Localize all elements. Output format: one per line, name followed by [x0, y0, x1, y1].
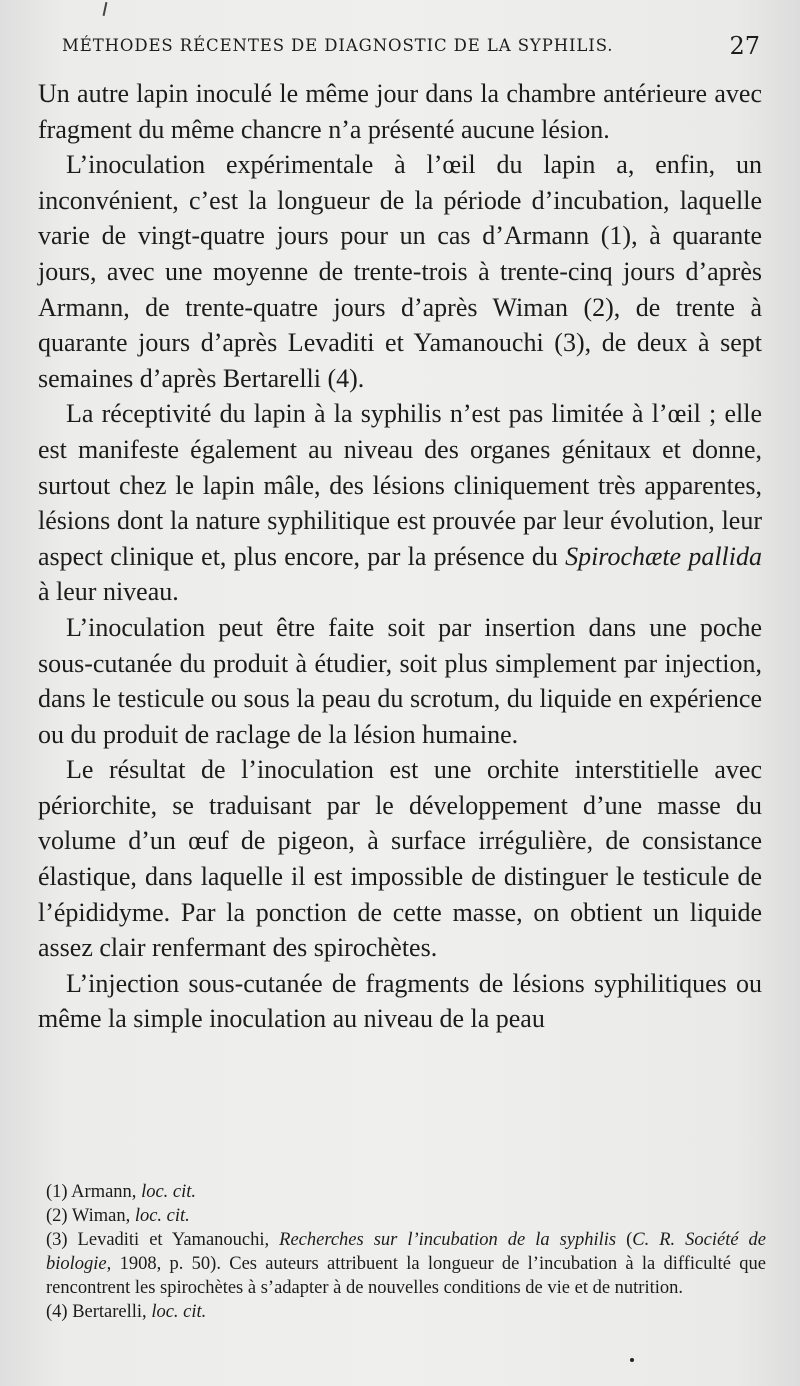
footnote-4-citation: loc. cit. — [151, 1302, 207, 1322]
body-text — [38, 76, 762, 1037]
footnote-3-paren: ( — [616, 1230, 633, 1250]
footnote-3 — [46, 1228, 766, 1300]
footnote-3-title: Recherches sur l’incubation de la syphilis — [279, 1230, 617, 1250]
paragraph-4: L’inoculation peut être faite soit par insertion dans une poche sous-cutanée du produit à étudier, soit plus simplement par injection, dans le testicule ou sous la peau du scrotum, du liquide en expérience ou du produit de raclage de la lésion humaine. — [38, 612, 762, 749]
paragraph-3 — [38, 396, 762, 610]
species-name-italic: Spirochæte pallida — [565, 541, 762, 571]
footnote-3-text: , 1908, p. 50). Ces auteurs attribuent la longueur de l’incubation à la difficulté que rencontrent les spirochètes à s’adapter à de nouvelles conditions de vie et de nutrition. — [46, 1254, 766, 1298]
footnote-3-authors: (3) Levaditi et Yamanouchi, — [46, 1230, 280, 1250]
paragraph-5: Le résultat de l’inoculation est une orchite interstitielle avec périorchite, se traduisant par le développement d’une masse du volume d’un œuf de pigeon, à surface irrégulière, de consistance élastique, dans laquelle il est impossible de distinguer le testicule de l’épididyme. Par la ponction de cette masse, on obtient un liquide assez clair renfermant des spirochètes. — [38, 755, 762, 963]
paragraph-6: L’injection sous-cutanée de fragments de lésions syphilitiques ou même la simple inoculation au niveau de la peau — [38, 968, 762, 1034]
paragraph-3-text-a: La réceptivité du lapin à la syphilis n’est pas limitée à l’œil ; elle est manifeste également au niveau des organes génitaux et donne, surtout chez le lapin mâle, des lésions cliniquement très apparentes, lésions dont la nature syphilitique est prouvée par leur évolution, leur aspect clinique et, plus encore, par la présence du — [38, 399, 762, 571]
stray-dot — [630, 1358, 634, 1362]
footnote-1 — [46, 1180, 766, 1204]
footnote-2 — [46, 1204, 766, 1228]
footnotes — [46, 1180, 766, 1324]
paragraph-3-text-b: à leur niveau. — [38, 577, 179, 607]
footnote-4 — [46, 1300, 766, 1324]
paragraph-1: Un autre lapin inoculé le même jour dans la chambre antérieure avec fragment du même chancre n’a présenté aucune lésion. — [38, 79, 762, 144]
footnote-1-author: (1) Armann, — [46, 1182, 142, 1202]
footnote-4-author: (4) Bertarelli, — [46, 1302, 152, 1322]
paragraph-2: L’inoculation expérimentale à l’œil du lapin a, enfin, un inconvénient, c’est la longueur de la période d’incubation, laquelle varie de vingt-quatre jours pour un cas d’Armann (1), à quarante jours, avec une moyenne de trente-trois à trente-cinq jours d’après Armann, de trente-quatre jours d’après Wiman (2), de trente à quarante jours d’après Levaditi et Yamanouchi (3), de deux à sept semaines d’après Bertarelli (4). — [38, 150, 762, 393]
running-header — [62, 32, 760, 66]
footnote-2-citation: loc. cit. — [134, 1206, 190, 1226]
pencil-mark — [103, 2, 108, 16]
footnote-3-journal: C. R. Société de biologie — [46, 1230, 767, 1274]
running-title: MÉTHODES RÉCENTES DE DIAGNOSTIC DE LA SYPHILIS. — [62, 36, 614, 55]
page-number: 27 — [729, 32, 760, 60]
footnote-2-author: (2) Wiman, — [46, 1206, 135, 1226]
footnote-1-citation: loc. cit. — [141, 1182, 197, 1202]
